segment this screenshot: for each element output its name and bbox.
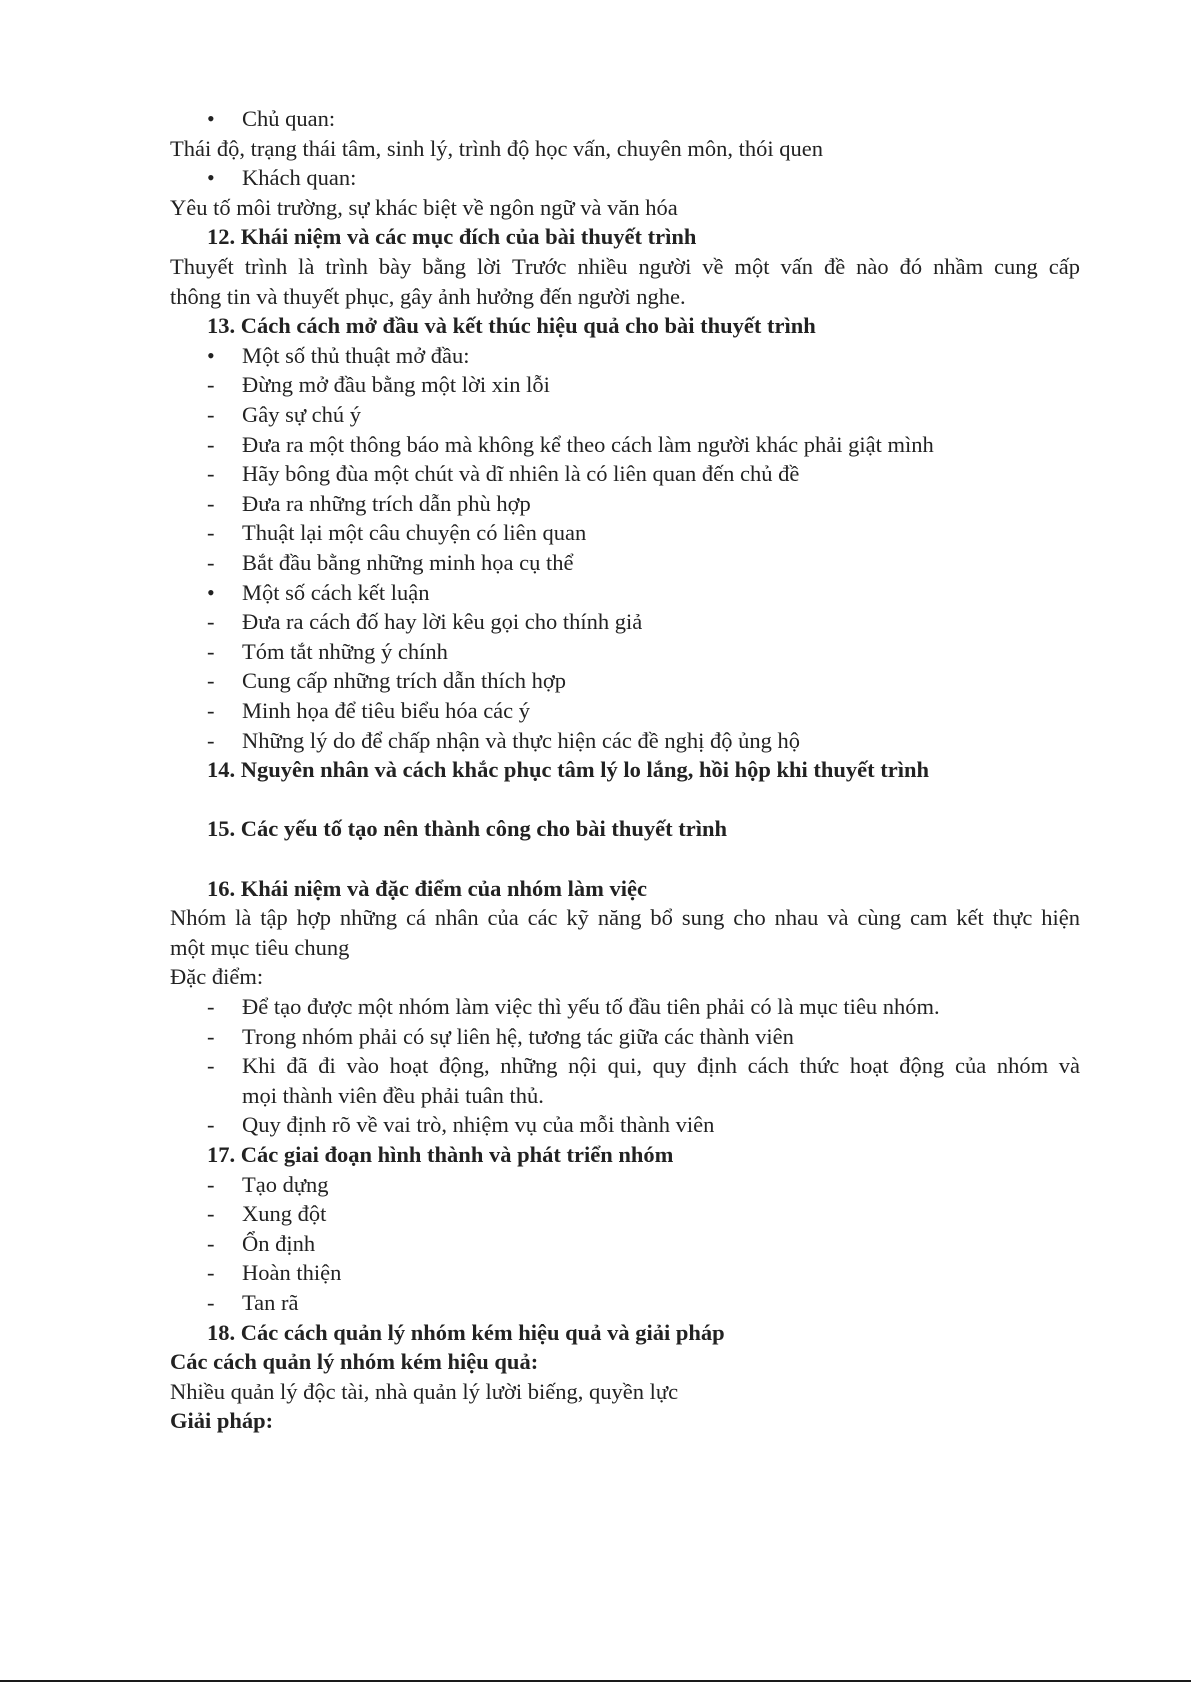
- bold-label: Các cách quản lý nhóm kém hiệu quả:: [170, 1349, 539, 1375]
- list-item-text: Xung đột: [242, 1201, 327, 1227]
- paragraph-line: Yêu tố môi trường, sự khác biệt về ngôn ngữ và văn hóa: [170, 194, 678, 220]
- dash-marker: -: [207, 490, 215, 516]
- paragraph-line: thông tin và thuyết phục, gây ảnh hưởng đến người nghe.: [170, 283, 686, 309]
- paragraph-line: Thuyết trình là trình bày bằng lời Trước nhiều người về một vấn đề nào đó nhầm cung cấp: [170, 254, 1080, 279]
- dash-marker: -: [207, 550, 215, 575]
- bullet-marker: •: [207, 165, 215, 191]
- list-item-text: Tạo dựng: [242, 1171, 329, 1197]
- list-item-text: Đừng mở đầu bằng một lời xin lỗi: [242, 372, 550, 398]
- list-item-text: Tóm tắt những ý chính: [242, 638, 448, 664]
- page-bottom-rule: [0, 1680, 1191, 1682]
- section-heading: 12. Khái niệm và các mục đích của bài thuyết trình: [207, 224, 697, 250]
- paragraph-line: Nhóm là tập hợp những cá nhân của các kỹ năng bổ sung cho nhau và cùng cam kết thực hiện: [170, 905, 1080, 931]
- paragraph-line: Đặc điểm:: [170, 964, 264, 990]
- list-item-text: Hoàn thiện: [242, 1260, 342, 1286]
- section-heading: 17. Các giai đoạn hình thành và phát triển nhóm: [207, 1142, 674, 1167]
- list-item-text: Hãy bông đùa một chút và dĩ nhiên là có liên quan đến chủ đề: [242, 461, 800, 487]
- list-item-text: Quy định rõ về vai trò, nhiệm vụ của mỗi thành viên: [242, 1112, 715, 1138]
- dash-marker: -: [207, 1230, 215, 1256]
- dash-marker: -: [207, 1290, 215, 1315]
- list-item-text: Khi đã đi vào hoạt động, những nội qui, quy định cách thức hoạt động của nhóm và: [242, 1053, 1080, 1079]
- section-heading: 16. Khái niệm và đặc điểm của nhóm làm việc: [207, 875, 647, 901]
- dash-marker: -: [207, 1112, 215, 1138]
- section-heading: 14. Nguyên nhân và cách khắc phục tâm lý lo lắng, hồi hộp khi thuyết trình: [207, 757, 930, 783]
- paragraph-line: Nhiều quản lý độc tài, nhà quản lý lười biếng, quyền lực: [170, 1378, 679, 1404]
- list-item-text: mọi thành viên đều phải tuân thủ.: [242, 1082, 544, 1108]
- dash-marker: -: [207, 609, 215, 635]
- dash-marker: -: [207, 520, 215, 546]
- dash-marker: -: [207, 402, 215, 427]
- dash-marker: -: [207, 668, 215, 694]
- list-item-text: Trong nhóm phải có sự liên hệ, tương tác giữa các thành viên: [242, 1023, 794, 1049]
- section-heading: 15. Các yếu tố tạo nên thành công cho bài thuyết trình: [207, 816, 728, 842]
- dash-marker: -: [207, 1053, 215, 1079]
- list-item-text: Một số cách kết luận: [242, 579, 430, 605]
- list-item-text: Ổn định: [242, 1230, 316, 1256]
- list-item-text: Khách quan:: [242, 165, 357, 191]
- dash-marker: -: [207, 372, 215, 398]
- list-item-text: Để tạo được một nhóm làm việc thì yếu tố đầu tiên phải có là mục tiêu nhóm.: [242, 994, 940, 1019]
- list-item-text: Đưa ra một thông báo mà không kể theo cách làm người khác phải giật mình: [242, 431, 934, 457]
- list-item-text: Gây sự chú ý: [242, 402, 362, 427]
- dash-marker: -: [207, 1260, 215, 1286]
- dash-marker: -: [207, 1201, 215, 1227]
- dash-marker: -: [207, 994, 215, 1019]
- list-item-text: Thuật lại một câu chuyện có liên quan: [242, 520, 587, 546]
- list-item-text: Bắt đầu bằng những minh họa cụ thể: [242, 550, 574, 575]
- bullet-marker: •: [207, 106, 215, 131]
- dash-marker: -: [207, 461, 215, 487]
- bold-label: Giải pháp:: [170, 1408, 274, 1434]
- paragraph-line: một mục tiêu chung: [170, 934, 350, 960]
- dash-marker: -: [207, 431, 215, 457]
- list-item-text: Những lý do để chấp nhận và thực hiện các đề nghị độ ủng hộ: [242, 727, 800, 753]
- list-item-text: Đưa ra những trích dẫn phù hợp: [242, 490, 531, 516]
- bullet-marker: •: [207, 342, 215, 368]
- list-item-text: Minh họa để tiêu biểu hóa các ý: [242, 698, 531, 723]
- section-heading: 13. Cách cách mở đầu và kết thúc hiệu quả cho bài thuyết trình: [207, 313, 816, 339]
- list-item-text: Một số thủ thuật mở đầu:: [242, 342, 470, 368]
- paragraph-line: Thái độ, trạng thái tâm, sinh lý, trình độ học vấn, chuyên môn, thói quen: [170, 135, 824, 161]
- list-item-text: Chủ quan:: [242, 106, 336, 131]
- list-item-text: Cung cấp những trích dẫn thích hợp: [242, 668, 567, 694]
- bullet-marker: •: [207, 579, 215, 605]
- dash-marker: -: [207, 638, 215, 664]
- dash-marker: -: [207, 1171, 215, 1197]
- list-item-text: Đưa ra cách đố hay lời kêu gọi cho thính giả: [242, 609, 643, 635]
- dash-marker: -: [207, 1023, 215, 1049]
- dash-marker: -: [207, 727, 215, 753]
- section-heading: 18. Các cách quản lý nhóm kém hiệu quả và giải pháp: [207, 1319, 725, 1345]
- dash-marker: -: [207, 698, 215, 723]
- list-item-text: Tan rã: [242, 1290, 299, 1315]
